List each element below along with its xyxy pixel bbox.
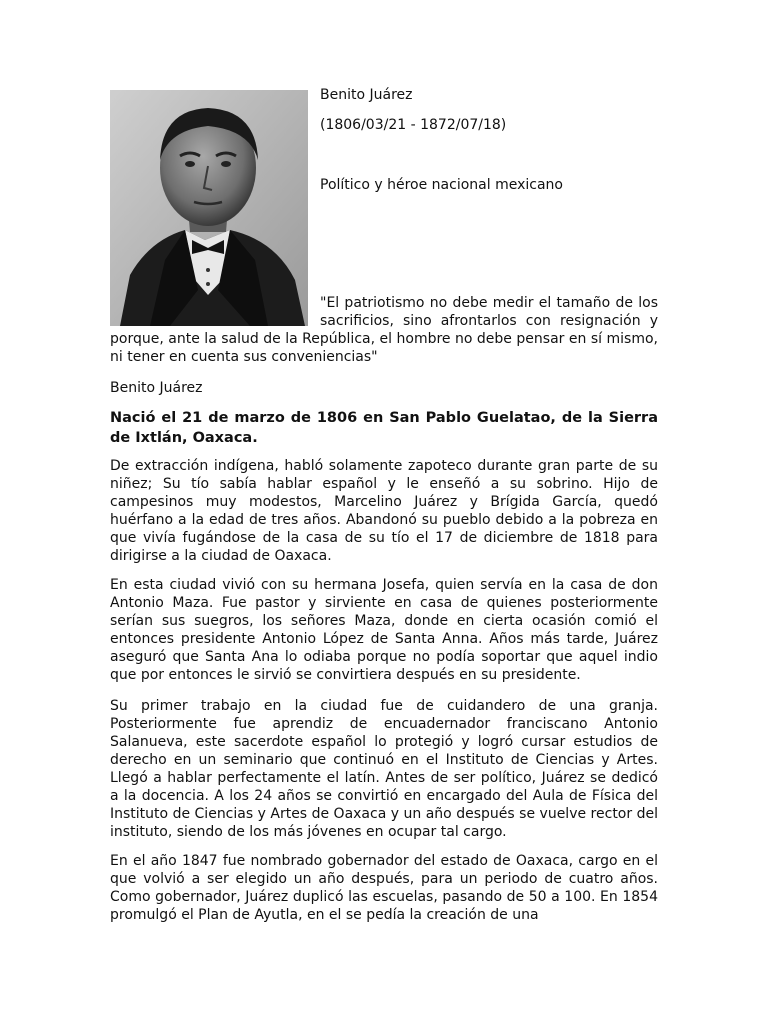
paragraph: En esta ciudad vivió con su hermana Josefa, quien servía en la casa de don Antonio Maza. Fue pastor y sirviente en casa de quienes posteriormente serían sus suegros, los señores Maza, donde en cierta ocasión comió el entonces presidente Antonio López de Santa Anna. Años más tarde, Juárez aseguró que Santa Ana lo odiaba porque no podía soportar que aquel indio que por entonces le sirvió se convirtiera después en su presidente. (110, 577, 658, 683)
quote-line-rest: porque, ante la salud de la República, el hombre no debe pensar en sí mismo, ni tener en cuenta sus conveniencias" (110, 331, 658, 365)
quote-opening (320, 294, 658, 312)
person-name: Benito Juárez (320, 87, 413, 103)
paragraph: En el año 1847 fue nombrado gobernador del estado de Oaxaca, cargo en el que volvió a ser elegido un año después, para un periodo de cuatro años. Como gobernador, Juárez duplicó las escuelas, pasando de 50 a 100. En 1854 promulgó el Plan de Ayutla, en el se pedía la creación de una (110, 853, 658, 923)
portrait-icon (110, 90, 308, 326)
quote-body (110, 312, 658, 366)
person-role: Político y héroe nacional mexicano (320, 177, 563, 193)
quote-line-2: sacrificios, sino afrontarlos con resignación y (320, 313, 658, 329)
paragraph: De extracción indígena, habló solamente zapoteco durante gran parte de su niñez; Su tío sabía hablar español y le enseñó a su sobrino. Hijo de campesinos muy modestos, Marcelino Juárez y Brígida García, quedó huérfano a la edad de tres años. Abandonó su pueblo debido a la pobreza en que vivía fugándose de la casa de su tío el 17 de diciembre de 1818 para dirigirse a la ciudad de Oaxaca. (110, 458, 658, 564)
paragraph: Su primer trabajo en la ciudad fue de cuidandero de una granja. Posteriormente fue aprendiz de encuadernador franciscano Antonio Salanueva, este sacerdote español lo protegió y logró cursar estudios de derecho en un seminario que continuó en el Instituto de Ciencias y Artes. Llegó a hablar perfectamente el latín. Antes de ser político, Juárez se dedicó a la docencia. A los 24 años se convirtió en encargado del Aula de Física del Instituto de Ciencias y Artes de Oaxaca y un año después se vuelve rector del instituto, siendo de los más jóvenes en ocupar tal cargo. (110, 698, 658, 840)
life-dates: (1806/03/21 - 1872/07/18) (320, 117, 507, 133)
portrait-photo (110, 90, 308, 326)
quote-line-1: "El patriotismo no debe medir el tamaño de los (320, 295, 658, 311)
quote-author: Benito Juárez (110, 380, 203, 396)
section-heading: Nació el 21 de marzo de 1806 en San Pablo Guelatao, de la Sierra de Ixtlán, Oaxaca. (110, 410, 658, 446)
